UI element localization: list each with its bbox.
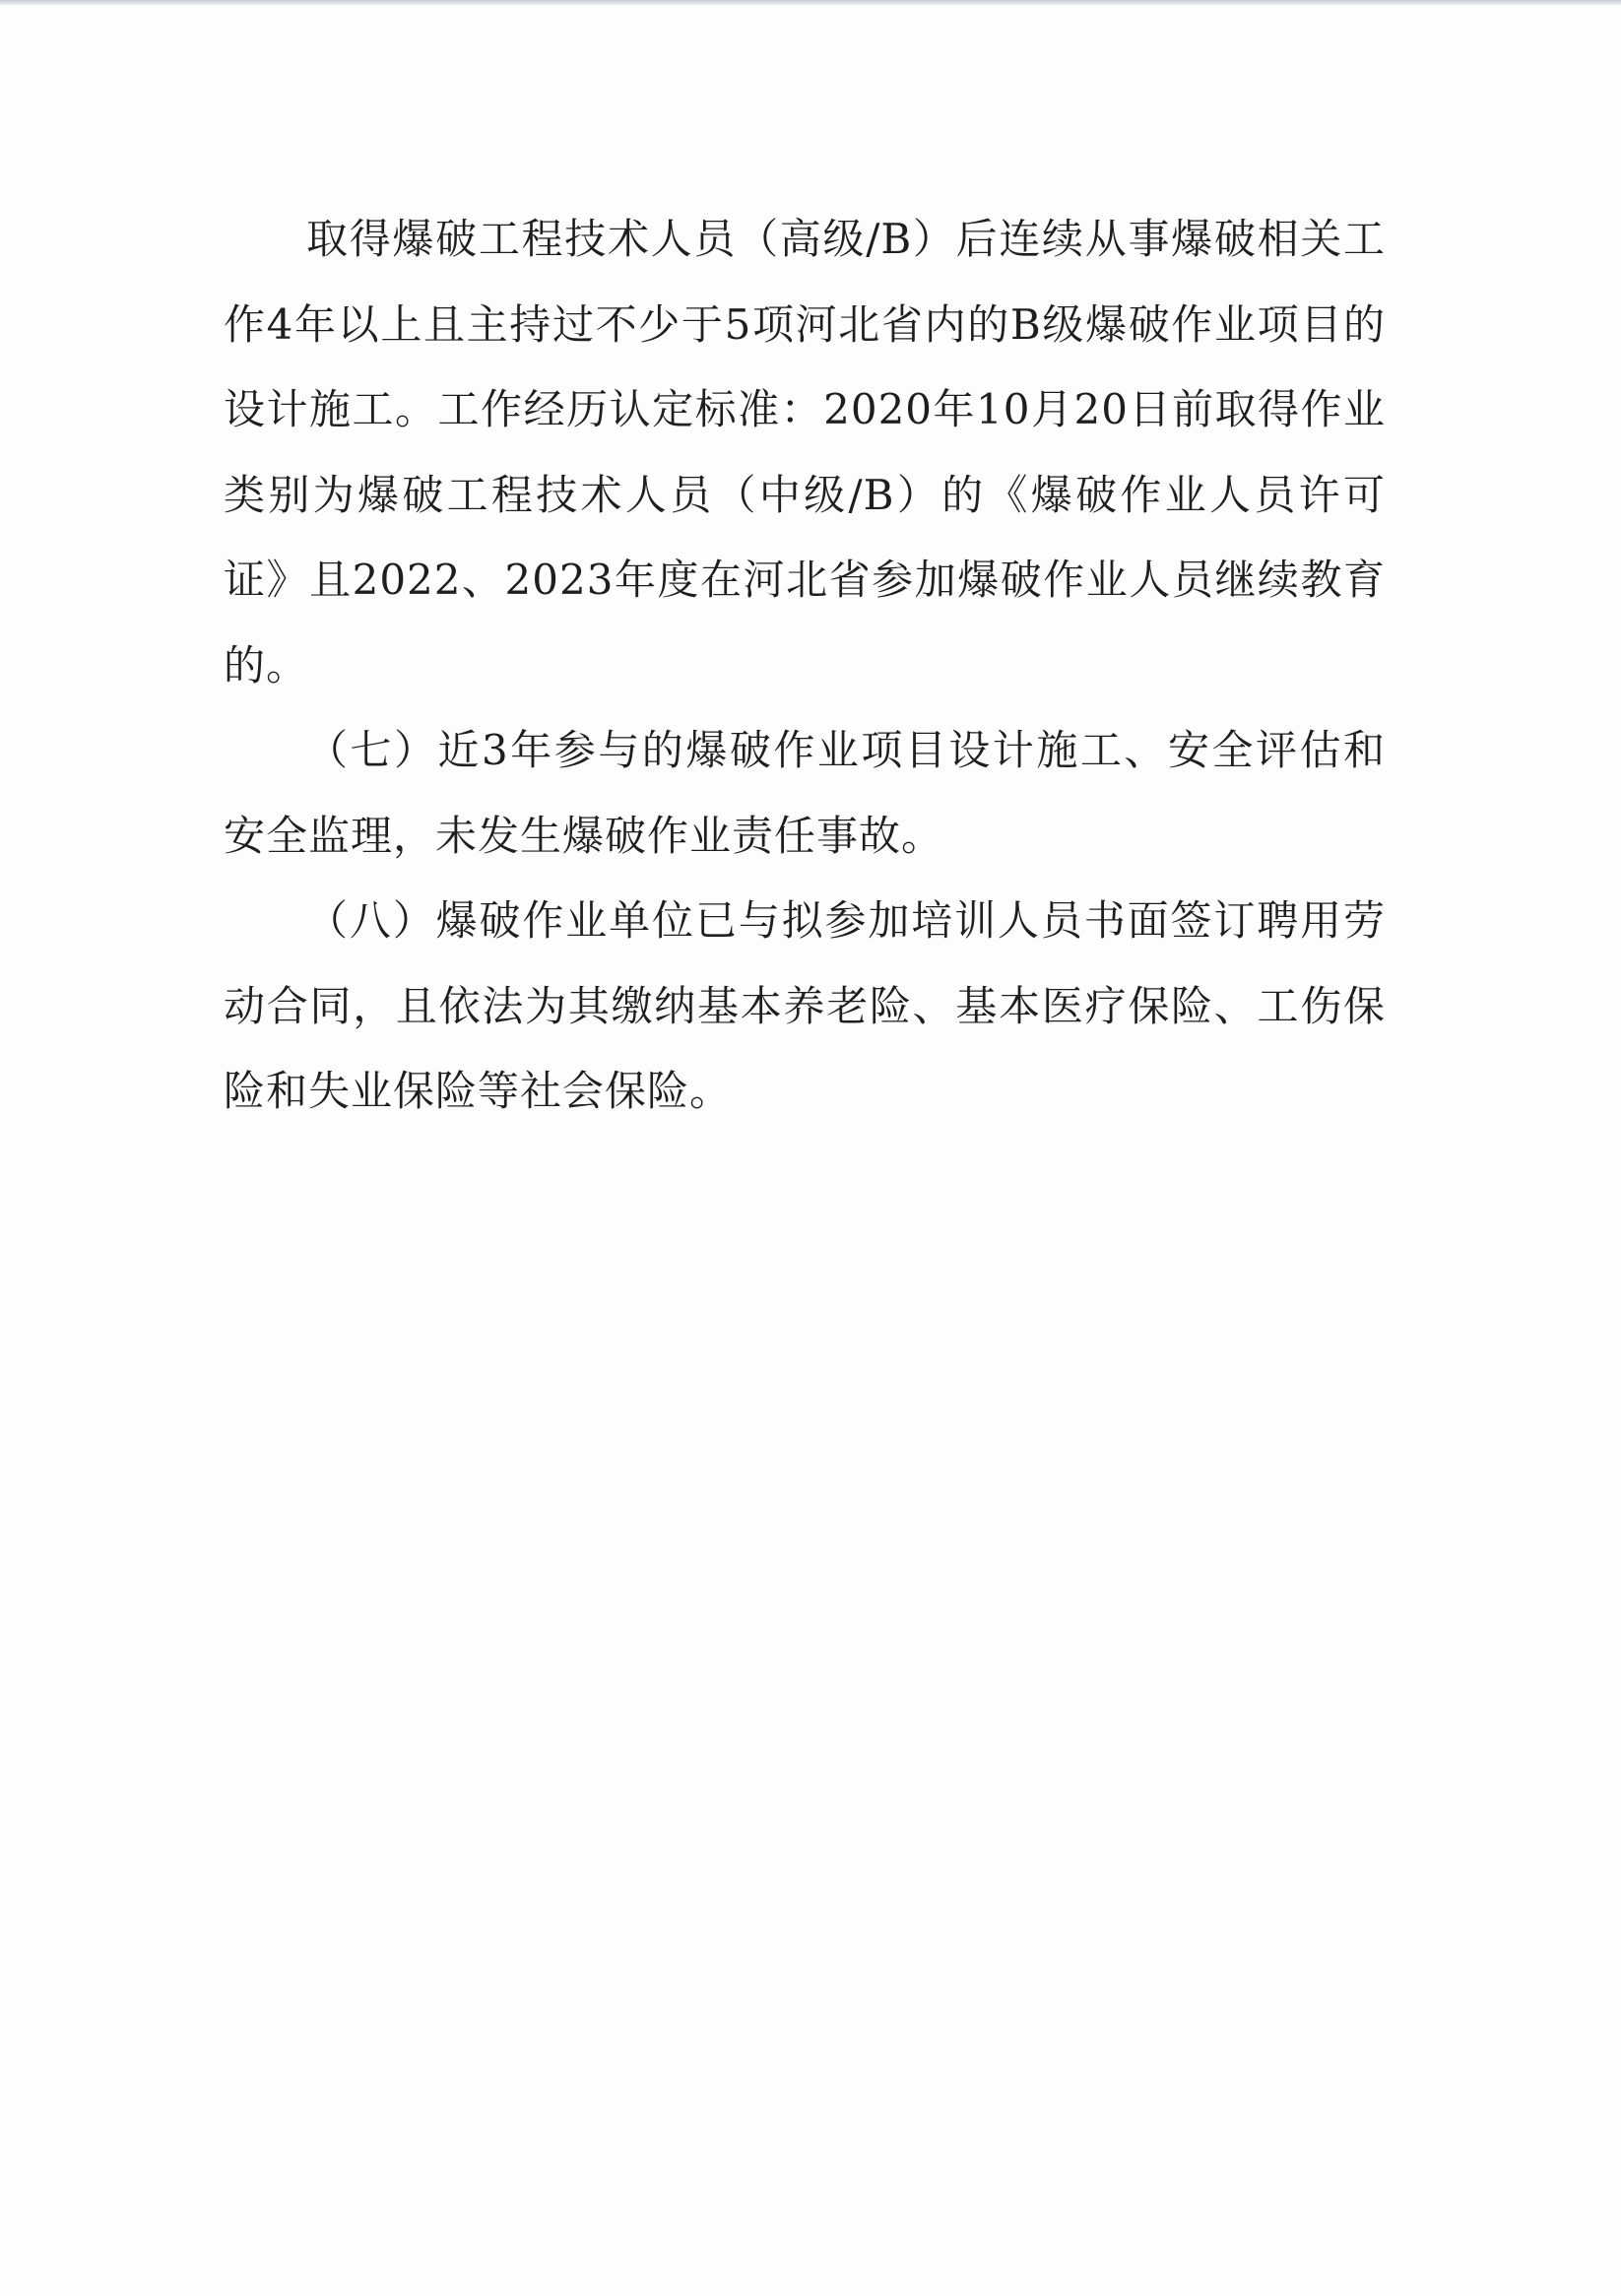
paragraph-qualification: 取得爆破工程技术人员（高级/B）后连续从事爆破相关工作4年以上且主持过不少于5项河北省内的B级爆破作业项目的设计施工。工作经历认定标准：2020年10月20日前取得作业类别为爆破工程技术人员（中级/B）的《爆破作业人员许可证》且2022、2023年度在河北省参加爆破作业人员继续教育的。 — [224, 215, 1386, 689]
paragraph-item-7: （七）近3年参与的爆破作业项目设计施工、安全评估和安全监理，未发生爆破作业责任事故。 — [224, 726, 1386, 860]
scan-edge — [0, 0, 1621, 5]
paragraph-item-8: （八）爆破作业单位已与拟参加培训人员书面签订聘用劳动合同，且依法为其缴纳基本养老险、基本医疗保险、工伤保险和失业保险等社会保险。 — [224, 896, 1386, 1115]
document-body — [224, 197, 1386, 1135]
